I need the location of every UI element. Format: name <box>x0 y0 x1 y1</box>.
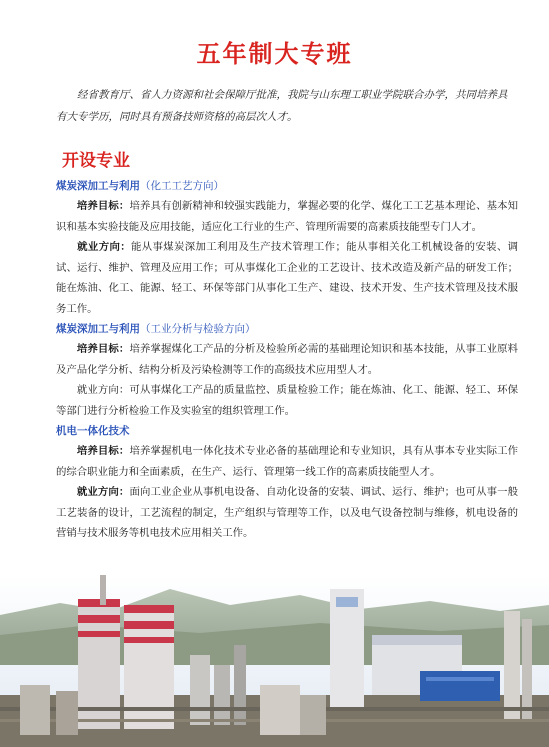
major-paragraph <box>56 237 518 319</box>
major-title <box>56 319 518 339</box>
major-title <box>56 421 518 441</box>
major-direction: （工业分析与检验方向） <box>140 323 256 335</box>
paragraph-label: 就业方向： <box>76 486 130 498</box>
paragraph-label: 培养目标： <box>76 445 130 457</box>
major-name: 煤炭深加工与利用 <box>56 180 140 192</box>
paragraph-label: 培养目标： <box>76 200 130 212</box>
intro-paragraph: 经省教育厅、省人力资源和社会保障厅批准，我院与山东理工职业学院联合办学，共同培养具有大专学历，同时具有预备技师资格的高层次人才。 <box>56 89 508 123</box>
paragraph-text: 培养具有创新精神和较强实践能力，掌握必要的化学、煤化工工艺基本理论、基本知识和基本实验技能及应用技能，适应化工行业的生产、管理所需要的高素质技能型专门人才。 <box>56 200 518 233</box>
section-heading: 开设专业 <box>62 151 130 171</box>
major-paragraph <box>56 380 518 421</box>
major-paragraph <box>56 441 518 482</box>
major-name: 机电一体化技术 <box>56 425 130 437</box>
paragraph-text: 培养掌握机电一体化技术专业必备的基础理论和专业知识，具有从事本专业实际工作的综合职业能力和全面素质，在生产、运行、管理第一线工作的高素质技能型人才。 <box>56 445 518 478</box>
paragraph-label: 就业方向： <box>76 241 131 253</box>
paragraph-text: 能从事煤炭深加工利用及生产技术管理工作；能从事相关化工机械设备的安装、调试、运行、维护、管理及应用工作；可从事煤化工企业的工艺设计、技术改造及新产品的研发工作；能在炼油、化工、能源、轻工、环保等部门从事化工生产、建设、技术开发、生产技术管理及技术服务工作。 <box>56 241 519 315</box>
major-direction: （化工工艺方向） <box>140 180 224 192</box>
major-name: 煤炭深加工与利用 <box>56 323 140 335</box>
major-title <box>56 176 518 196</box>
paragraph-text: 就业方向：可从事煤化工产品的质量监控、质量检验工作；能在炼油、化工、能源、轻工、环保等部门进行分析检验工作及实验室的组织管理工作。 <box>56 384 518 417</box>
major-paragraph <box>56 196 518 237</box>
page-title: 五年制大专班 <box>196 40 353 68</box>
major-paragraph <box>56 482 518 544</box>
majors-content <box>56 176 518 544</box>
paragraph-text: 培养掌握煤化工产品的分析及检验所必需的基础理论知识和基本技能，从事工业原料及产品化学分析、结构分析及污染检测等工作的高级技术应用型人才。 <box>56 343 518 376</box>
paragraph-label: 培养目标： <box>76 343 130 355</box>
industrial-plant-photo <box>0 575 549 747</box>
major-paragraph <box>56 339 518 380</box>
paragraph-text: 面向工业企业从事机电设备、自动化设备的安装、调试、运行、维护；也可从事一般工艺装备的设计，工艺流程的制定，生产组织与管理等工作，以及电气设备控制与维修，机电设备的营销与技术服务等机电技术应用相关工作。 <box>56 486 518 539</box>
